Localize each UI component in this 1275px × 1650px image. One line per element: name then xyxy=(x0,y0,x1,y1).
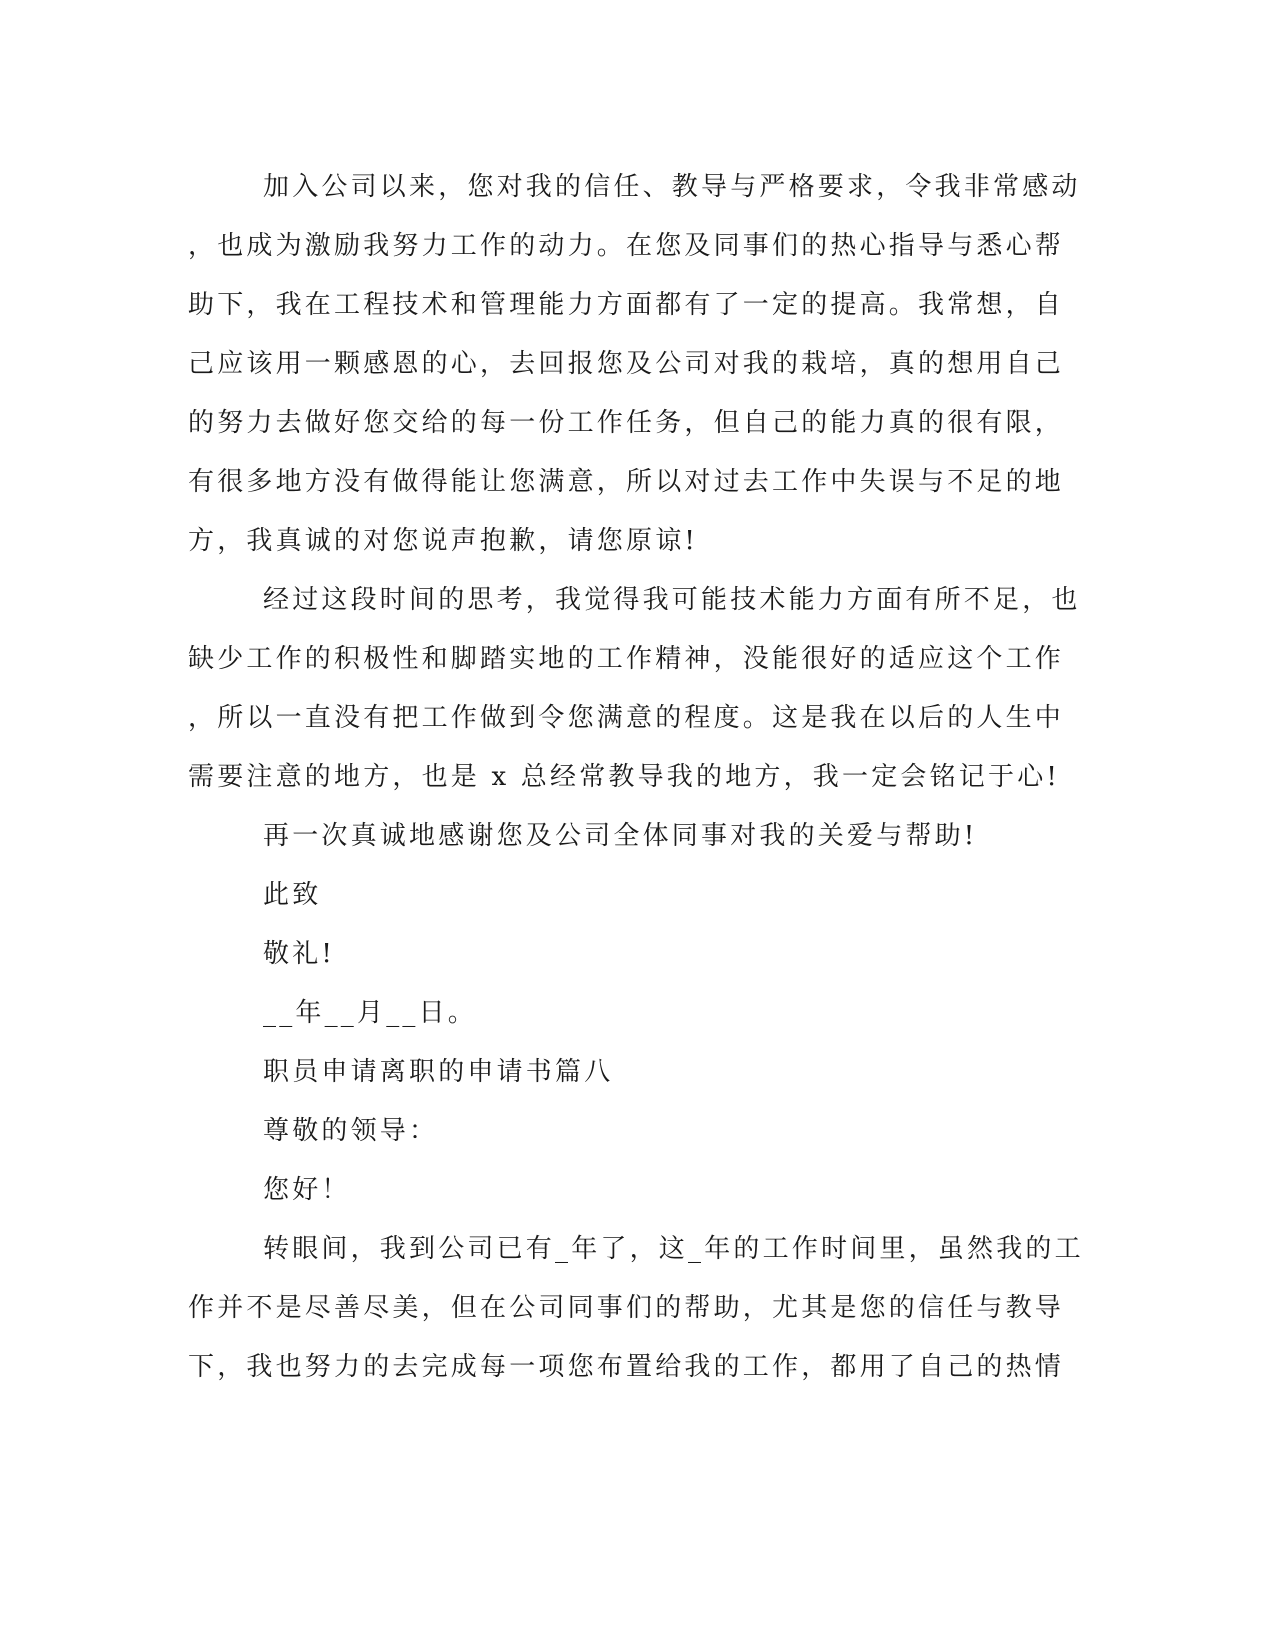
text-line: ，所以一直没有把工作做到令您满意的程度。这是我在以后的人生中 xyxy=(188,703,1065,733)
text-line: 有很多地方没有做得能让您满意，所以对过去工作中失误与不足的地 xyxy=(188,467,1065,497)
salutation: 敬礼! xyxy=(263,939,336,969)
closing-phrase: 此致 xyxy=(263,880,322,910)
text-line: 经过这段时间的思考，我觉得我可能技术能力方面有所不足，也 xyxy=(263,585,1081,615)
text-line: 作并不是尽善尽美，但在公司同事们的帮助，尤其是您的信任与教导 xyxy=(188,1293,1065,1323)
text-line: 再一次真诚地感谢您及公司全体同事对我的关爱与帮助! xyxy=(263,821,978,851)
section-title: 职员申请离职的申请书篇八 xyxy=(263,1057,614,1087)
text-line: 己应该用一颗感恩的心，去回报您及公司对我的栽培，真的想用自己 xyxy=(188,349,1065,379)
date-line: __年__月__日。 xyxy=(263,998,478,1028)
greeting: 您好！ xyxy=(263,1175,351,1205)
text-line: 转眼间，我到公司已有_年了，这_年的工作时间里，虽然我的工 xyxy=(263,1234,1084,1264)
text-line: ，也成为激励我努力工作的动力。在您及同事们的热心指导与悉心帮 xyxy=(188,231,1065,261)
text-line: 下，我也努力的去完成每一项您布置给我的工作，都用了自己的热情 xyxy=(188,1352,1065,1382)
text-line: 方，我真诚的对您说声抱歉，请您原谅! xyxy=(188,526,699,556)
document-body xyxy=(188,158,1088,1397)
text-line: 的努力去做好您交给的每一份工作任务，但自己的能力真的很有限， xyxy=(188,408,1065,438)
text-line: 缺少工作的积极性和脚踏实地的工作精神，没能很好的适应这个工作 xyxy=(188,644,1065,674)
text-line: 需要注意的地方，也是 x 总经常教导我的地方，我一定会铭记于心! xyxy=(188,762,1061,792)
text-line: 加入公司以来，您对我的信任、教导与严格要求，令我非常感动 xyxy=(263,172,1081,202)
text-line: 助下，我在工程技术和管理能力方面都有了一定的提高。我常想，自 xyxy=(188,290,1065,320)
greeting-recipient: 尊敬的领导： xyxy=(263,1116,439,1146)
